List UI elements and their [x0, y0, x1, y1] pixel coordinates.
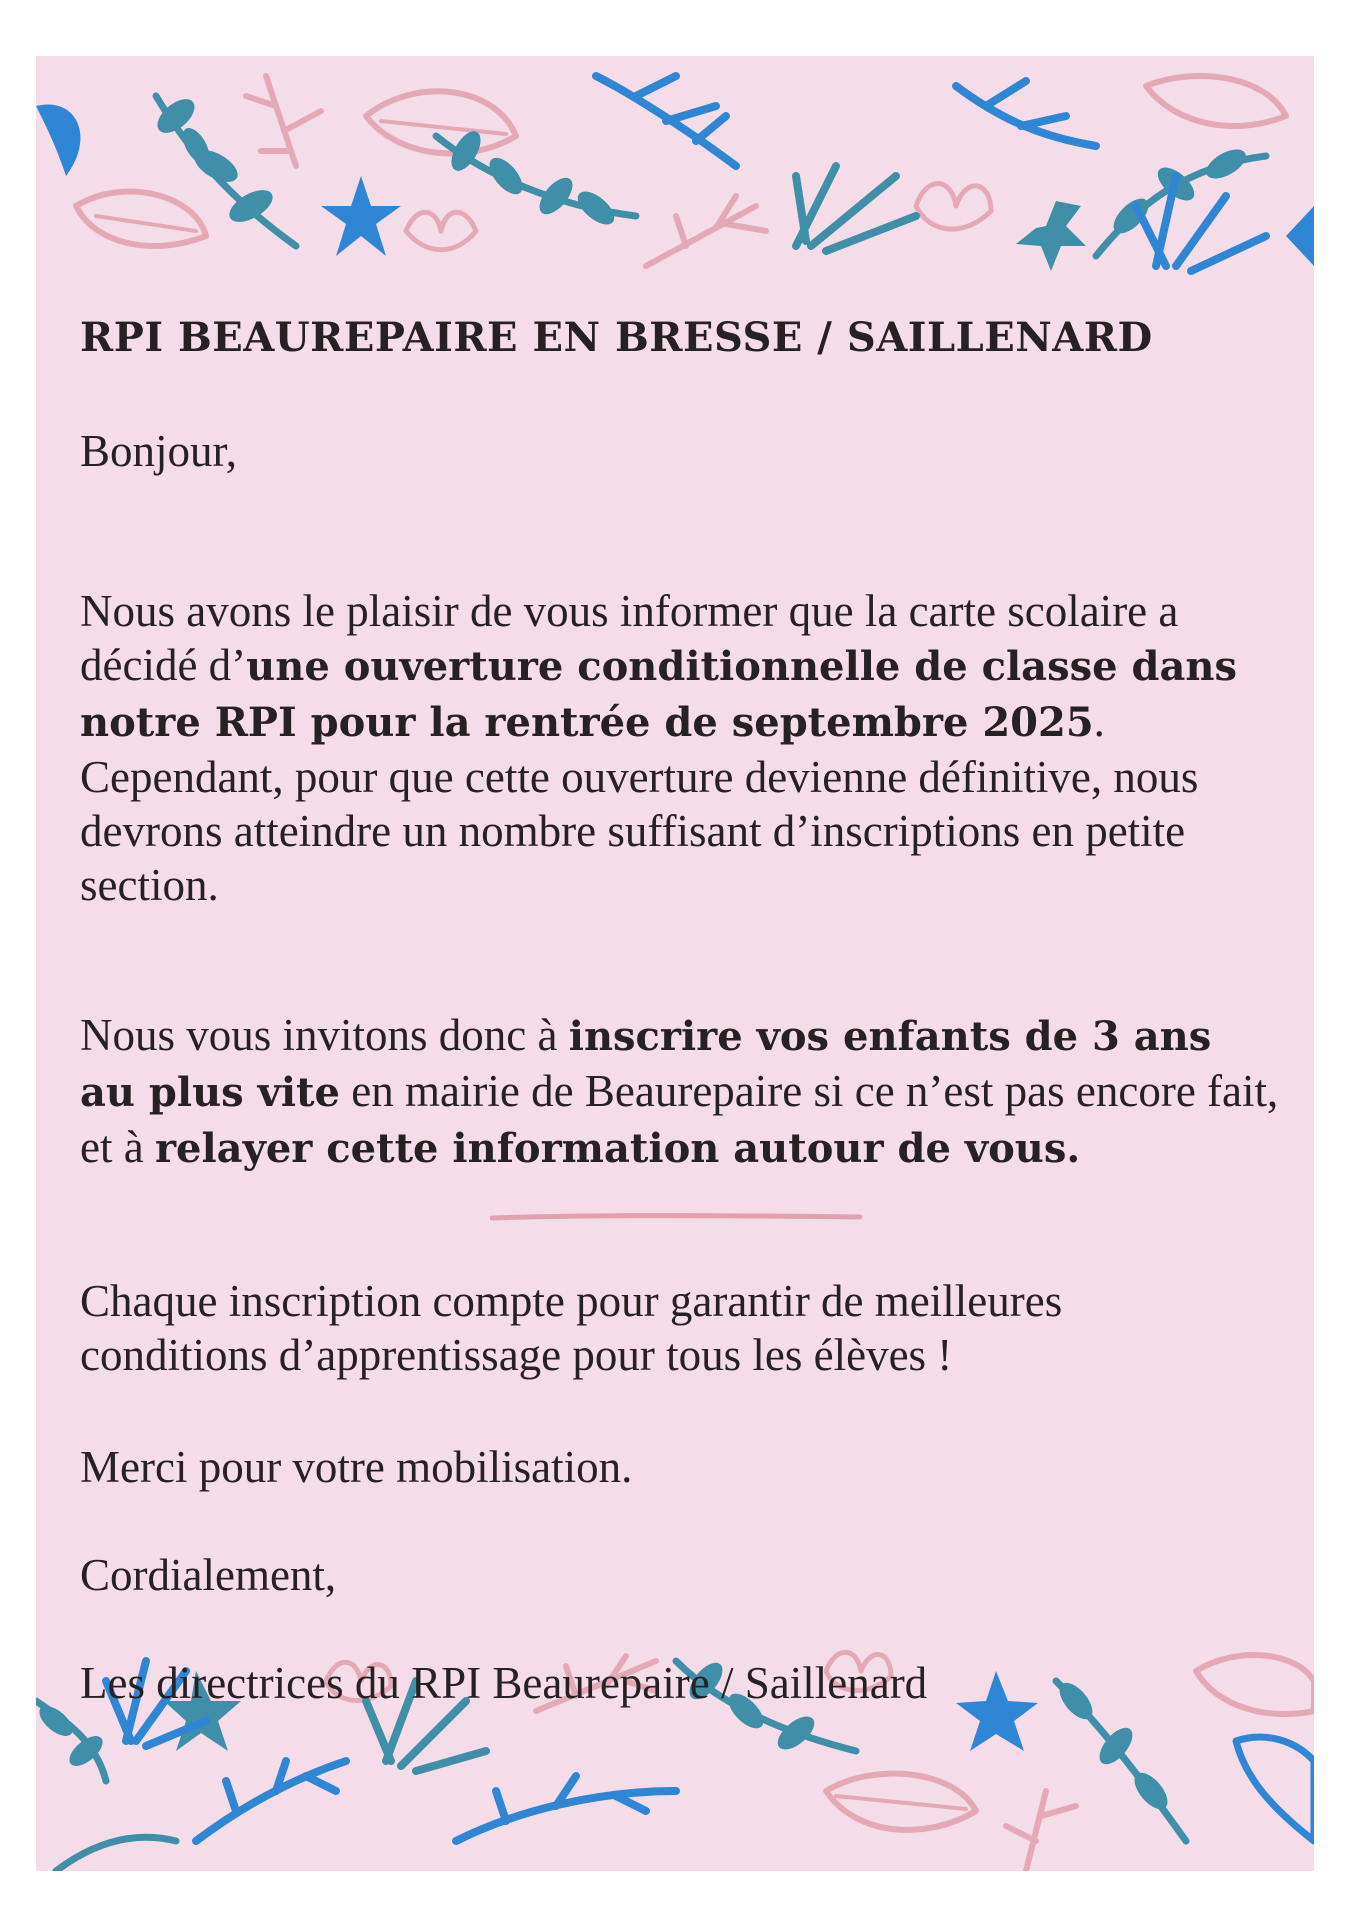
pink-underline-stroke [490, 1213, 862, 1221]
paragraph-2-bold-a: inscrire vos enfants de 3 ans au plus vite [80, 1013, 1212, 1116]
closing: Cordialement, [80, 1550, 337, 1600]
top-leaf-border [36, 56, 1314, 276]
letter-sheet [36, 56, 1314, 1871]
paragraph-thanks: Merci pour votre mobilisation. [80, 1442, 633, 1492]
paragraph-importance: Chaque inscription compte pour garantir de meilleures conditions d’apprentissage pour tous les élèves ! [80, 1276, 1063, 1380]
greeting: Bonjour, [80, 426, 237, 476]
paragraph-announcement [80, 584, 1280, 912]
paragraph-2-text-a: Nous vous invitons donc à [80, 1010, 569, 1060]
paragraph-1-text-a: Nous avons le plaisir de vous informer que la carte scolaire a décidé d’ [80, 586, 1179, 690]
paragraph-invitation [80, 1008, 1280, 1176]
paragraph-2-bold-b: relayer cette information autour de vous. [154, 1125, 1081, 1172]
signature: Les directrices du RPI Beaurepaire / Saillenard [80, 1658, 928, 1708]
paragraph-1-text-b: . Cependant, pour que cette ouverture devienne définitive, nous devrons atteindre un nombre suffisant d’inscriptions en petite section. [80, 696, 1199, 910]
paragraph-2-text-b: en mairie de Beaurepaire si ce n’est pas encore fait, et à [80, 1066, 1279, 1172]
letter-title: RPI BEAUREPAIRE EN BRESSE / SAILLENARD [80, 314, 1153, 361]
paragraph-1-bold: une ouverture conditionnelle de classe dans notre RPI pour la rentrée de septembre 2025 [80, 643, 1237, 746]
